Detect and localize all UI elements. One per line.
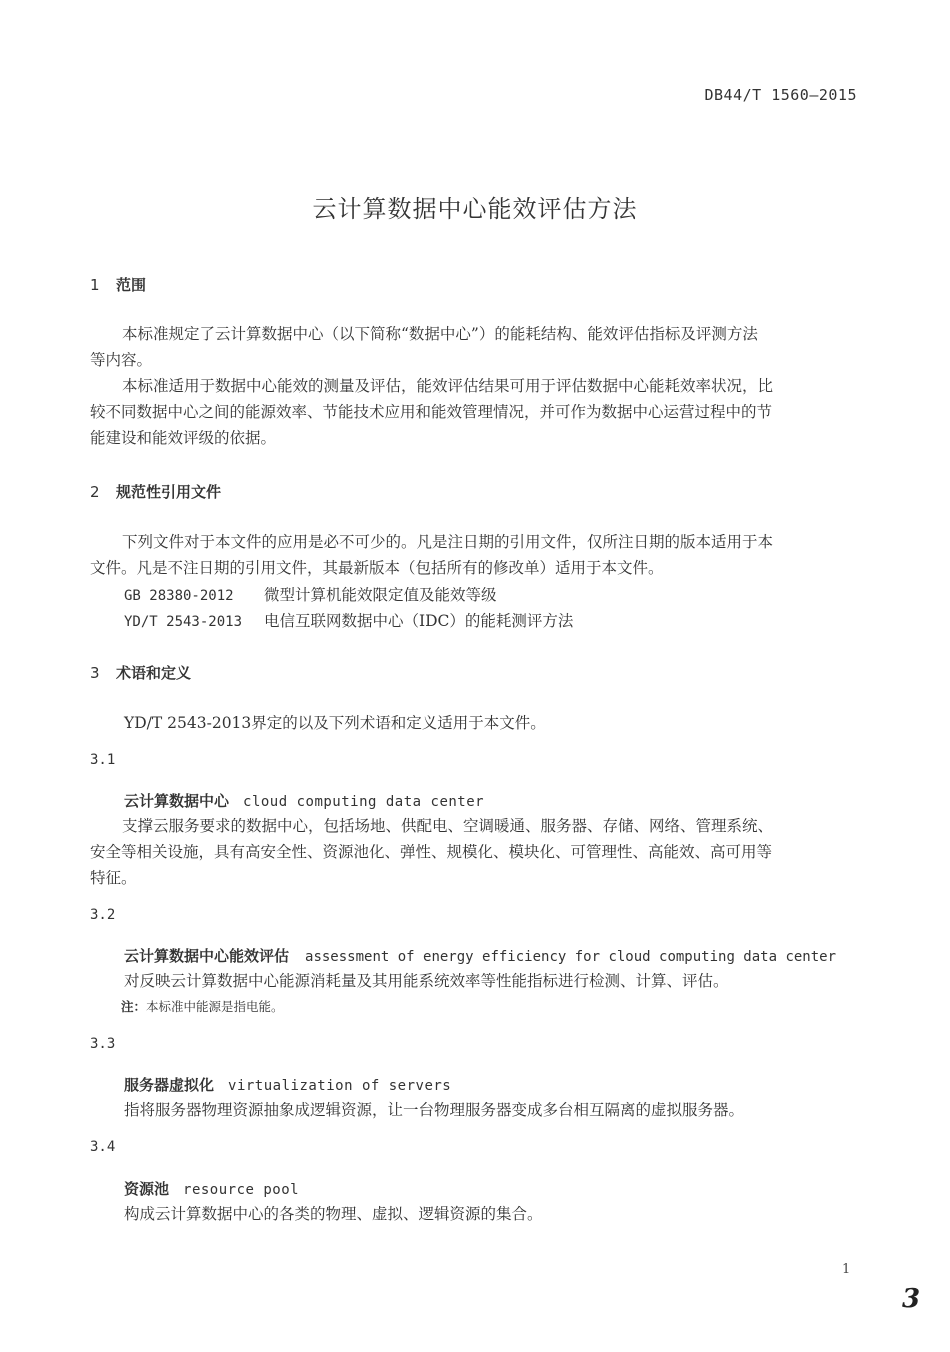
paragraph-line: 下列文件对于本文件的应用是必不可少的。凡是注日期的引用文件，仅所注日期的版本适用于本 — [122, 533, 774, 551]
section-title: 规范性引用文件 — [116, 483, 222, 501]
term-english: assessment of energy efficiency for cloud computing data center — [305, 949, 837, 965]
section-1-heading — [90, 274, 146, 295]
clause-number: 3.4 — [90, 1139, 116, 1155]
paragraph-line: 本标准适用于数据中心能效的测量及评估，能效评估结果可用于评估数据中心能耗效率状况，比 — [122, 377, 774, 395]
page-number: 1 — [842, 1262, 851, 1277]
reference-title: 微型计算机能效限定值及能效等级 — [264, 586, 497, 604]
term-definition — [124, 1201, 543, 1227]
term-english: resource pool — [183, 1182, 300, 1198]
standard-number: DB44/T 1560—2015 — [704, 86, 857, 104]
definition-line: 构成云计算数据中心的各类的物理、虚拟、逻辑资源的集合。 — [124, 1205, 543, 1223]
reference-code: GB 28380-2012 — [124, 588, 234, 604]
paragraph-line: 能建设和能效评级的依据。 — [90, 429, 277, 447]
term-definition — [124, 1097, 744, 1123]
term-chinese: 服务器虚拟化 — [124, 1076, 215, 1094]
definition-line: 支撑云服务要求的数据中心，包括场地、供配电、空调暖通、服务器、存储、网络、管理系统、 — [122, 817, 774, 835]
definition-line: 对反映云计算数据中心能源消耗量及其用能系统效率等性能指标进行检测、计算、评估。 — [124, 972, 729, 990]
section-3-intro: YD/T 2543-2013界定的以及下列术语和定义适用于本文件。 — [124, 714, 546, 732]
term-english: virtualization of servers — [228, 1078, 452, 1094]
term-chinese: 云计算数据中心能效评估 — [124, 947, 290, 965]
section-number: 1 — [90, 276, 100, 294]
clause-number: 3.2 — [90, 907, 116, 923]
clause-number: 3.3 — [90, 1036, 116, 1052]
section-title: 术语和定义 — [116, 664, 192, 682]
term-entry — [124, 1178, 299, 1199]
definition-line: 特征。 — [90, 869, 137, 887]
section-title: 范围 — [116, 276, 147, 294]
paragraph-line: 文件。凡是不注日期的引用文件，其最新版本（包括所有的修改单）适用于本文件。 — [90, 559, 664, 577]
term-english: cloud computing data center — [243, 794, 485, 810]
document-title: 云计算数据中心能效评估方法 — [312, 195, 638, 223]
term-definition — [124, 968, 729, 994]
note-text: 本标准中能源是指电能。 — [146, 999, 284, 1014]
section-1-paragraph-1 — [90, 321, 758, 373]
term-chinese: 云计算数据中心 — [124, 792, 230, 810]
definition-line: 安全等相关设施，具有高安全性、资源池化、弹性、规模化、模块化、可管理性、高能效、高可用等 — [90, 843, 773, 861]
definition-line: 指将服务器物理资源抽象成逻辑资源，让一台物理服务器变成多台相互隔离的虚拟服务器。 — [124, 1101, 745, 1119]
paragraph-line: 本标准规定了云计算数据中心（以下简称“数据中心”）的能耗结构、能效评估指标及评测方法 — [122, 325, 758, 343]
section-number: 3 — [90, 664, 100, 682]
section-2-paragraph-1 — [90, 529, 773, 581]
note — [121, 997, 284, 1015]
reference-code: YD/T 2543-2013 — [124, 614, 243, 630]
normative-reference — [124, 583, 497, 605]
section-number: 2 — [90, 483, 100, 501]
term-entry — [124, 945, 836, 966]
section-1-paragraph-2 — [90, 373, 773, 451]
clause-number: 3.1 — [90, 752, 116, 768]
normative-reference — [124, 609, 573, 631]
section-3-heading — [90, 662, 191, 683]
paragraph-line: 等内容。 — [90, 351, 153, 369]
term-entry — [124, 1074, 451, 1095]
folio-number: 3 — [902, 1284, 921, 1314]
term-entry — [124, 790, 484, 811]
reference-title: 电信互联网数据中心（IDC）的能耗测评方法 — [264, 612, 574, 630]
note-label: 注： — [121, 999, 147, 1014]
section-2-heading — [90, 481, 221, 502]
term-definition — [90, 813, 773, 891]
term-chinese: 资源池 — [124, 1180, 170, 1198]
paragraph-line: 较不同数据中心之间的能源效率、节能技术应用和能效管理情况，并可作为数据中心运营过程中的节 — [90, 403, 773, 421]
